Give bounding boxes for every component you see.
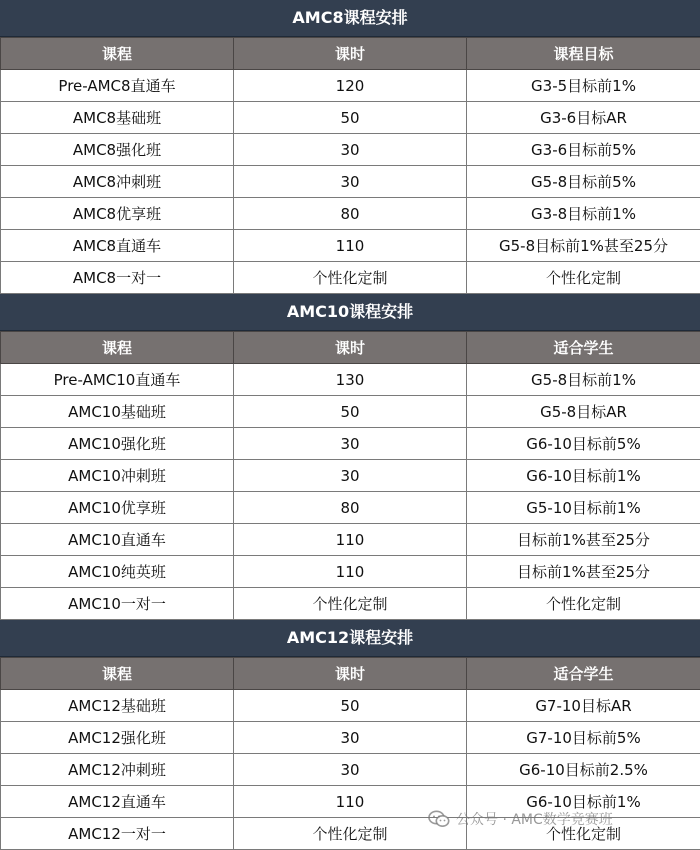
students-cell: G5-8目标AR: [467, 396, 700, 428]
hours-cell: 80: [234, 198, 467, 230]
table-row: [1, 556, 700, 588]
hours-cell: 50: [234, 396, 467, 428]
students-cell: 个性化定制: [467, 818, 700, 850]
goal-cell: G3-6目标前5%: [467, 134, 700, 166]
course-cell: AMC12强化班: [1, 722, 234, 754]
table-row: [1, 460, 700, 492]
hours-cell: 30: [234, 722, 467, 754]
table-row: [1, 364, 700, 396]
hours-cell: 30: [234, 428, 467, 460]
goal-cell: G3-8目标前1%: [467, 198, 700, 230]
students-cell: G6-10目标前2.5%: [467, 754, 700, 786]
students-cell: 目标前1%甚至25分: [467, 556, 700, 588]
section-title: AMC12课程安排: [0, 620, 700, 657]
students-cell: G7-10目标前5%: [467, 722, 700, 754]
course-cell: AMC12冲刺班: [1, 754, 234, 786]
course-cell: AMC10一对一: [1, 588, 234, 620]
course-cell: AMC8一对一: [1, 262, 234, 294]
students-cell: G7-10目标AR: [467, 690, 700, 722]
column-header-course: 课程: [1, 332, 234, 364]
column-header-students: 适合学生: [467, 658, 700, 690]
table-row: [1, 396, 700, 428]
header-row: [1, 332, 700, 364]
section-title: AMC8课程安排: [0, 0, 700, 37]
table-row: [1, 492, 700, 524]
course-cell: AMC12一对一: [1, 818, 234, 850]
hours-cell: 110: [234, 556, 467, 588]
hours-cell: 个性化定制: [234, 262, 467, 294]
course-cell: AMC12直通车: [1, 786, 234, 818]
hours-cell: 30: [234, 134, 467, 166]
goal-cell: G3-5目标前1%: [467, 70, 700, 102]
students-cell: G6-10目标前1%: [467, 786, 700, 818]
course-cell: AMC8强化班: [1, 134, 234, 166]
course-cell: AMC8优享班: [1, 198, 234, 230]
students-cell: G6-10目标前5%: [467, 428, 700, 460]
hours-cell: 110: [234, 230, 467, 262]
table-row: [1, 690, 700, 722]
table-row: [1, 428, 700, 460]
goal-cell: G5-8目标前1%甚至25分: [467, 230, 700, 262]
students-cell: 个性化定制: [467, 588, 700, 620]
students-cell: G5-10目标前1%: [467, 492, 700, 524]
section-amc12: [0, 620, 700, 850]
goal-cell: G5-8目标前5%: [467, 166, 700, 198]
course-cell: AMC10直通车: [1, 524, 234, 556]
column-header-course: 课程: [1, 658, 234, 690]
hours-cell: 130: [234, 364, 467, 396]
table-row: [1, 262, 700, 294]
course-cell: AMC10纯英班: [1, 556, 234, 588]
course-cell: AMC10强化班: [1, 428, 234, 460]
hours-cell: 110: [234, 786, 467, 818]
course-table: [0, 657, 700, 850]
header-row: [1, 38, 700, 70]
students-cell: G6-10目标前1%: [467, 460, 700, 492]
column-header-hours: 课时: [234, 658, 467, 690]
table-row: [1, 588, 700, 620]
hours-cell: 个性化定制: [234, 588, 467, 620]
table-row: [1, 134, 700, 166]
table-row: [1, 524, 700, 556]
hours-cell: 110: [234, 524, 467, 556]
students-cell: G5-8目标前1%: [467, 364, 700, 396]
header-row: [1, 658, 700, 690]
column-header-course: 课程: [1, 38, 234, 70]
table-row: [1, 198, 700, 230]
section-amc8: [0, 0, 700, 294]
hours-cell: 120: [234, 70, 467, 102]
goal-cell: 个性化定制: [467, 262, 700, 294]
course-cell: AMC10冲刺班: [1, 460, 234, 492]
column-header-hours: 课时: [234, 38, 467, 70]
goal-cell: G3-6目标AR: [467, 102, 700, 134]
section-title: AMC10课程安排: [0, 294, 700, 331]
hours-cell: 50: [234, 102, 467, 134]
hours-cell: 个性化定制: [234, 818, 467, 850]
course-cell: AMC12基础班: [1, 690, 234, 722]
course-cell: AMC8基础班: [1, 102, 234, 134]
column-header-goal: 课程目标: [467, 38, 700, 70]
students-cell: 目标前1%甚至25分: [467, 524, 700, 556]
hours-cell: 30: [234, 754, 467, 786]
column-header-students: 适合学生: [467, 332, 700, 364]
course-cell: AMC8冲刺班: [1, 166, 234, 198]
table-row: [1, 754, 700, 786]
hours-cell: 50: [234, 690, 467, 722]
table-row: [1, 722, 700, 754]
course-table: [0, 331, 700, 620]
hours-cell: 30: [234, 166, 467, 198]
watermark-text: 公众号 · AMC数学竞赛班: [456, 809, 613, 829]
course-cell: Pre-AMC10直通车: [1, 364, 234, 396]
course-cell: AMC10优享班: [1, 492, 234, 524]
section-amc10: [0, 294, 700, 620]
table-row: [1, 102, 700, 134]
course-table: [0, 37, 700, 294]
course-cell: AMC10基础班: [1, 396, 234, 428]
table-row: [1, 166, 700, 198]
course-cell: AMC8直通车: [1, 230, 234, 262]
hours-cell: 80: [234, 492, 467, 524]
table-row: [1, 70, 700, 102]
hours-cell: 30: [234, 460, 467, 492]
table-row: [1, 230, 700, 262]
column-header-hours: 课时: [234, 332, 467, 364]
table-row: [1, 786, 700, 818]
course-cell: Pre-AMC8直通车: [1, 70, 234, 102]
